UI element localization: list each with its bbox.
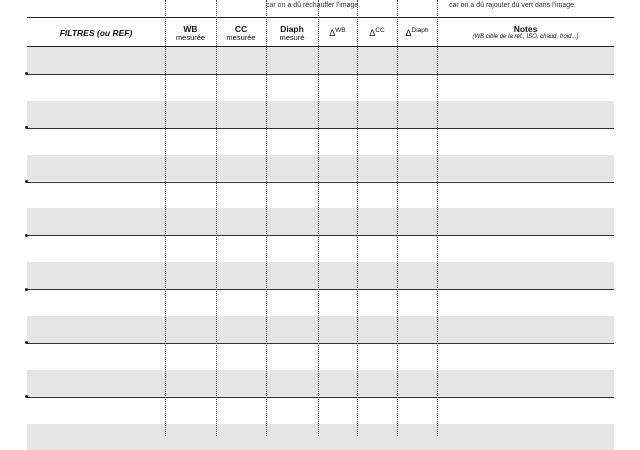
header-notes-label: Notes [513, 24, 538, 35]
header-delta-diaph [397, 20, 437, 46]
header-delta-cc-label: CC [375, 26, 385, 34]
header-wb-label: WB [183, 23, 198, 34]
row-bullet [25, 180, 28, 183]
table-row-shaded [27, 424, 614, 450]
header-notes-sub: (WB cible de la ref., ISO, chaud, froid...) [472, 34, 579, 41]
row-rule [27, 343, 614, 344]
row-bullet [25, 72, 28, 75]
table-row-shaded [27, 155, 614, 182]
column-divider [266, 0, 267, 436]
header-filtres [27, 20, 165, 46]
row-rule [27, 128, 614, 129]
header-delta-wb-label: WB [335, 26, 346, 34]
header-cc [216, 20, 266, 46]
table-row-shaded [27, 208, 614, 235]
header-diaph [266, 20, 318, 46]
column-divider [318, 0, 319, 436]
row-rule [27, 182, 614, 183]
table-row-shaded [27, 316, 614, 343]
column-divider [397, 0, 398, 436]
table-row-shaded [27, 47, 614, 74]
table-row-shaded [27, 262, 614, 289]
row-bullet [25, 288, 28, 291]
row-rule [27, 235, 614, 236]
row-bullet [25, 126, 28, 129]
delta-symbol: Δ [405, 27, 412, 38]
delta-symbol: Δ [369, 27, 376, 38]
header-diaph-label: Diaph [280, 23, 304, 34]
top-note-left: car on a dû réchauffer l'image. [266, 2, 361, 9]
row-bullet [25, 395, 28, 398]
row-rule [27, 397, 614, 398]
column-divider [216, 0, 217, 436]
header-cc-sub: mesurée [226, 32, 256, 42]
top-note-right: car on a dû rajouter du vert dans l'image. [449, 2, 577, 9]
header-wb [165, 20, 216, 46]
header-delta-wb [318, 20, 357, 46]
header-delta-cc [357, 20, 397, 46]
table-top-rule [27, 17, 614, 18]
table-row-shaded [27, 370, 614, 397]
row-bullet [25, 341, 28, 344]
row-bullet [25, 234, 28, 237]
header-notes [437, 20, 614, 46]
header-wb-sub: mesurée [175, 32, 206, 42]
row-rule [27, 74, 614, 75]
header-delta-diaph-label: Diaph [411, 26, 429, 34]
column-divider [357, 0, 358, 436]
table-header-rule [27, 46, 614, 47]
header-filtres-label: FILTRES (ou REF) [59, 27, 133, 38]
column-divider [437, 0, 438, 436]
table-row-shaded [27, 101, 614, 128]
column-divider [165, 0, 166, 436]
header-cc-label: CC [234, 23, 248, 34]
delta-symbol: Δ [329, 27, 336, 38]
header-diaph-sub: mesuré [279, 32, 305, 42]
row-rule [27, 289, 614, 290]
